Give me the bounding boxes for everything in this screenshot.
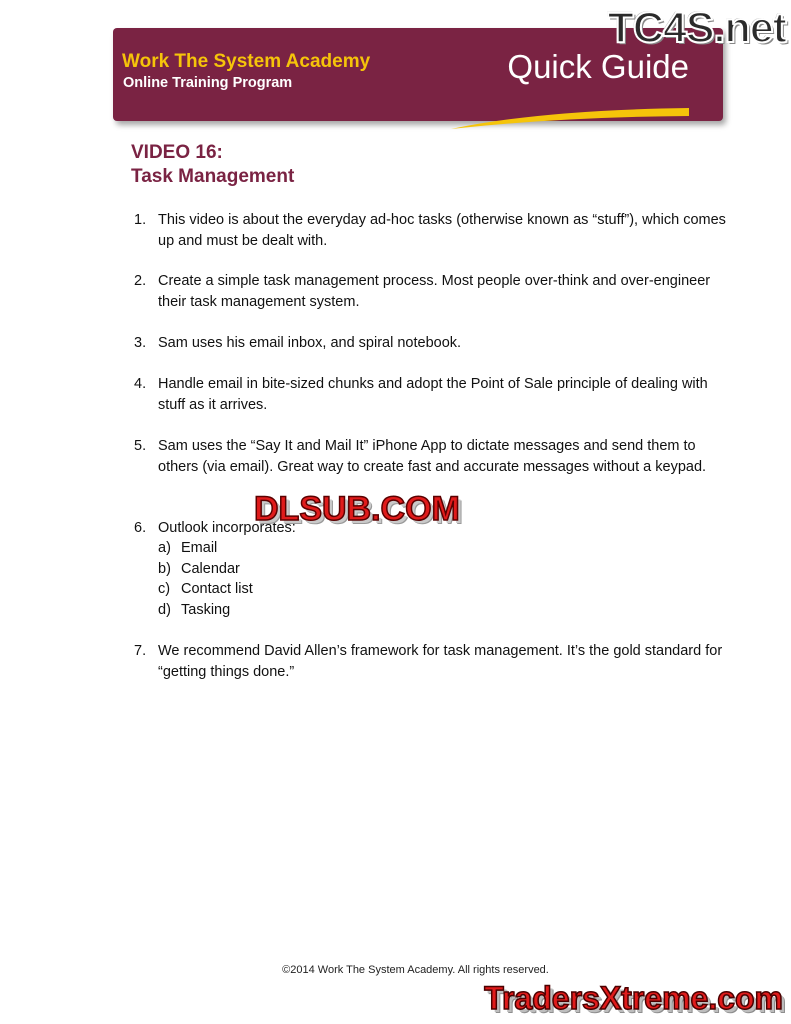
list-item-text: This video is about the everyday ad-hoc tasks (otherwise known as “stuff”), which comes up and must be dealt with. xyxy=(158,212,726,249)
sub-list-label: Calendar xyxy=(181,561,240,577)
list-item-text: Outlook incorporates: xyxy=(158,520,296,536)
list-item-number: 2. xyxy=(134,273,147,289)
video-topic: Task Management xyxy=(131,166,295,187)
video-heading xyxy=(131,141,294,189)
sub-list-label: Contact list xyxy=(181,581,253,597)
watermark-middle: DLSUB.COM xyxy=(254,490,460,528)
list-item-number: 3. xyxy=(134,335,147,351)
sub-list-letter: b) xyxy=(158,561,171,577)
sub-list-letter: c) xyxy=(158,581,171,597)
list-item-text: Sam uses the “Say It and Mail It” iPhone App to dictate messages and send them to others (via email). Great way to create fast and accurate messages without a keypad. xyxy=(158,438,707,475)
list-item-number: 7. xyxy=(134,643,147,659)
quick-guide-title: Quick Guide xyxy=(507,48,689,85)
banner-title: Work The System Academy xyxy=(122,51,371,72)
sub-list-label: Tasking xyxy=(181,602,231,618)
list-item-number: 6. xyxy=(134,520,147,536)
watermark-bottom: TradersXtreme.com xyxy=(484,980,783,1016)
list-item-number: 4. xyxy=(134,376,147,392)
swoosh-underline-icon xyxy=(451,84,691,132)
sub-list-letter: d) xyxy=(158,602,171,618)
list-item-text: We recommend David Allen’s framework for task management. It’s the gold standard for “getting things done.” xyxy=(158,643,723,680)
list-item-text: Sam uses his email inbox, and spiral notebook. xyxy=(158,335,462,351)
banner-subtitle: Online Training Program xyxy=(123,75,293,91)
sub-list-letter: a) xyxy=(158,540,171,556)
video-number: VIDEO 16: xyxy=(131,142,223,163)
copyright-footer: ©2014 Work The System Academy. All rights reserved. xyxy=(282,964,549,976)
watermark-top: TC4S.net xyxy=(607,4,786,52)
sub-list-label: Email xyxy=(181,540,218,556)
list-item-number: 5. xyxy=(134,438,147,454)
list-item-number: 1. xyxy=(134,212,147,228)
list-item-text: Create a simple task management process. Most people over-think and over-engineer their task management system. xyxy=(158,273,711,310)
list-item-text: Handle email in bite-sized chunks and adopt the Point of Sale principle of dealing with stuff as it arrives. xyxy=(158,376,708,413)
